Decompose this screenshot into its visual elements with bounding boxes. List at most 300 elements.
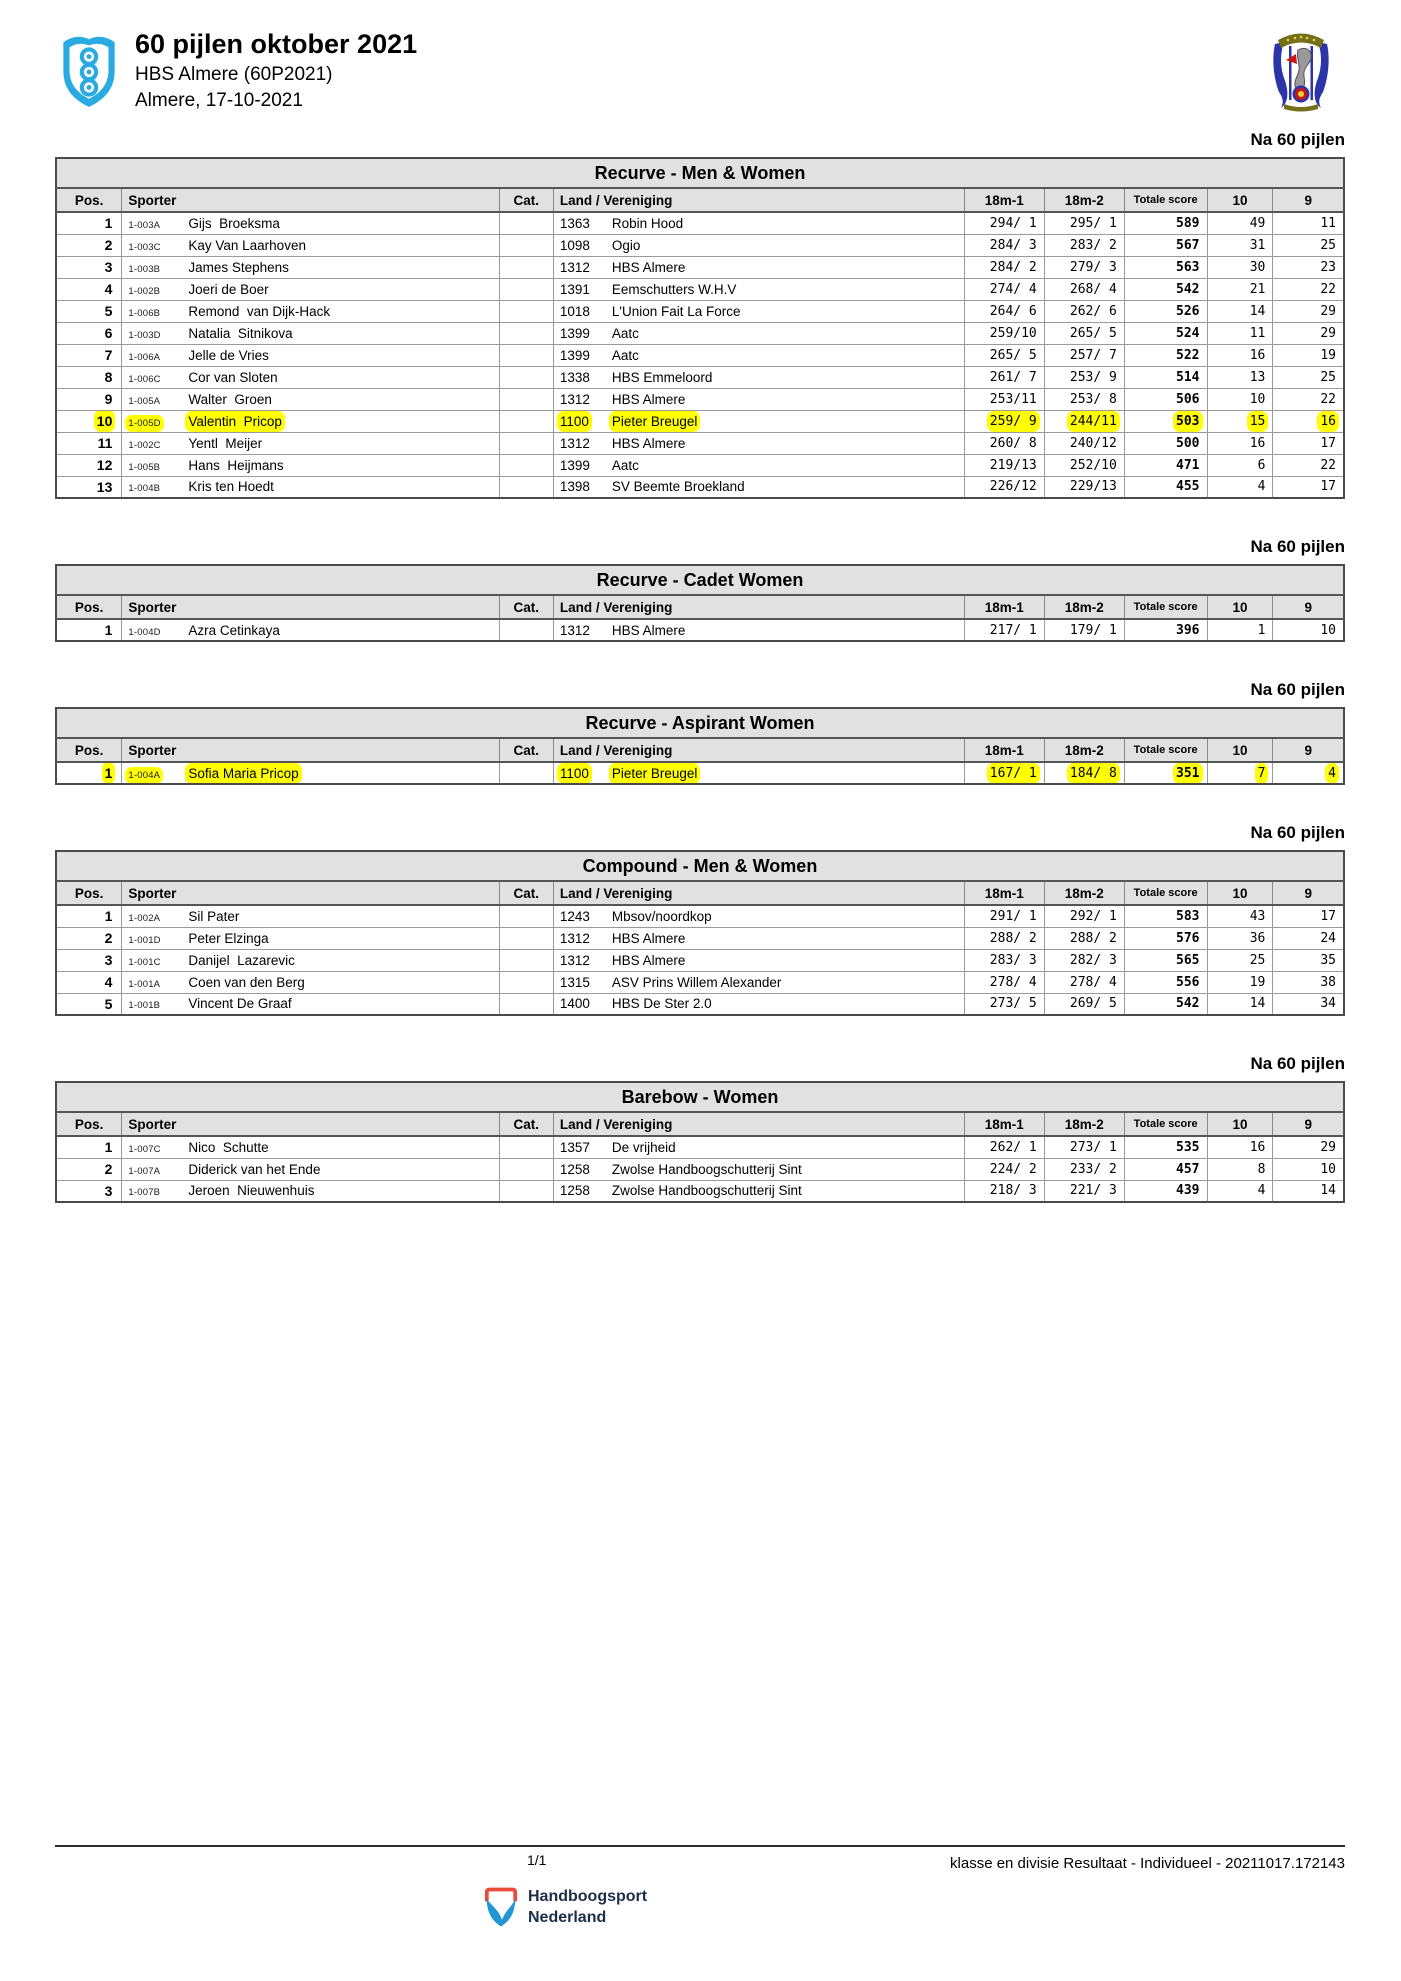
tens-count-cell	[1207, 366, 1273, 388]
sporter-code	[128, 286, 188, 297]
cell-value: 14	[1320, 1183, 1336, 1199]
table-row	[56, 1136, 1344, 1158]
sporter-cell-content	[128, 304, 492, 319]
results-table	[55, 850, 1345, 1016]
sporter-code	[128, 308, 188, 319]
header-text	[135, 28, 418, 112]
cell-value: 1312	[559, 622, 590, 638]
sporter-cell	[122, 993, 499, 1015]
table-title-row	[56, 708, 1344, 738]
land-cell	[553, 762, 964, 784]
sporter-cell-content	[128, 931, 492, 946]
land-cell-content	[560, 975, 958, 990]
cell-value: 29	[1320, 303, 1336, 319]
cell-value: 264/ 6	[989, 303, 1037, 319]
results-table	[55, 157, 1345, 499]
section-label: Na 60 pijlen	[1250, 823, 1345, 842]
sporter-cell-content	[128, 348, 492, 363]
cell-value: 292/ 1	[1069, 908, 1117, 924]
sporter-cell	[122, 762, 499, 784]
sporter-cell-content	[128, 216, 492, 231]
cell-value: 261/ 7	[989, 369, 1037, 385]
nines-count-cell	[1273, 432, 1344, 454]
nines-count-cell	[1273, 762, 1344, 784]
cell-value: 252/10	[1069, 457, 1117, 473]
score-18m1-cell	[964, 619, 1044, 641]
cell-value: 396	[1176, 622, 1200, 638]
sporter-cell	[122, 971, 499, 993]
cell-value: 25	[1320, 369, 1336, 385]
cat-cell	[499, 971, 553, 993]
score-18m2-cell	[1044, 993, 1124, 1015]
table-row	[56, 322, 1344, 344]
land-cell-content	[560, 216, 958, 231]
cell-value: HBS Almere	[611, 435, 686, 451]
tens-count-cell	[1207, 1158, 1273, 1180]
col-header-land: Land / Vereniging	[553, 595, 964, 619]
table-head	[56, 851, 1344, 905]
cell-value: Hans Heijmans	[188, 457, 284, 473]
cat-cell	[499, 949, 553, 971]
cell-value: 6	[1257, 457, 1266, 473]
cat-cell	[499, 476, 553, 498]
sporter-cell	[122, 300, 499, 322]
nines-count-cell	[1273, 971, 1344, 993]
cell-value: SV Beemte Broekland	[611, 479, 745, 495]
cat-cell	[499, 1180, 553, 1202]
cell-value: 3	[104, 1182, 113, 1199]
land-cell	[553, 344, 964, 366]
table-head	[56, 708, 1344, 762]
score-18m1-cell	[964, 762, 1044, 784]
nines-count-cell	[1273, 949, 1344, 971]
cell-value: HBS Almere	[611, 952, 686, 968]
cell-value: Pieter Breugel	[611, 765, 698, 781]
cell-value: Joeri de Boer	[188, 281, 269, 297]
sporter-cell	[122, 905, 499, 927]
score-18m1-cell	[964, 344, 1044, 366]
cell-value: 8	[1257, 1161, 1266, 1177]
cell-value: 5	[104, 995, 113, 1012]
cell-value: HBS Almere	[611, 391, 686, 407]
cell-value: 265/ 5	[989, 347, 1037, 363]
handboogsport-logo	[483, 1885, 519, 1930]
table-row	[56, 388, 1344, 410]
cell-value: Sofia Maria Pricop	[188, 765, 299, 781]
total-score-cell	[1124, 278, 1207, 300]
tens-count-cell	[1207, 212, 1273, 234]
total-score-cell	[1124, 905, 1207, 927]
footer-brand	[483, 1885, 647, 1930]
cell-value: 1	[1257, 622, 1266, 638]
sporter-code	[128, 352, 188, 363]
cell-value: 1-002A	[128, 912, 161, 924]
col-header-pos: Pos.	[56, 881, 122, 905]
club-number	[560, 975, 612, 990]
cell-value: 500	[1176, 435, 1200, 451]
land-cell-content	[560, 909, 958, 924]
sporter-code	[128, 374, 188, 385]
cell-value: ASV Prins Willem Alexander	[611, 974, 782, 990]
nines-count-cell	[1273, 300, 1344, 322]
cell-value: 17	[1320, 479, 1336, 495]
cell-value: 294/ 1	[989, 215, 1037, 231]
pos-cell	[56, 322, 122, 344]
cell-value: 1400	[559, 996, 590, 1012]
table-row	[56, 212, 1344, 234]
land-cell	[553, 322, 964, 344]
table-body	[56, 619, 1344, 641]
tens-count-cell	[1207, 344, 1273, 366]
total-score-cell	[1124, 949, 1207, 971]
table-row	[56, 454, 1344, 476]
almere-crest-logo	[1267, 26, 1335, 112]
score-18m1-cell	[964, 927, 1044, 949]
club-number	[560, 931, 612, 946]
cell-value: 23	[1320, 259, 1336, 275]
club-number	[560, 479, 612, 494]
sporter-cell	[122, 278, 499, 300]
cell-value: 1312	[559, 435, 590, 451]
cell-value: HBS Almere	[611, 930, 686, 946]
cell-value: 1-001C	[128, 956, 161, 968]
cell-value: 567	[1176, 237, 1200, 253]
footer-report-label: klasse en divisie Resultaat - Individueel - 20211017.172143	[950, 1855, 1345, 1872]
tens-count-cell	[1207, 993, 1273, 1015]
col-header-18m2: 18m-2	[1044, 1112, 1124, 1136]
sporter-cell	[122, 927, 499, 949]
cell-value: 1-002C	[128, 439, 161, 451]
club-number	[560, 216, 612, 231]
cell-value: 556	[1176, 974, 1200, 990]
total-score-cell	[1124, 993, 1207, 1015]
pos-cell	[56, 949, 122, 971]
total-score-cell	[1124, 256, 1207, 278]
cell-value: 1-001B	[128, 1000, 161, 1012]
sporter-cell-content	[128, 260, 492, 275]
cell-value: 1100	[559, 765, 589, 781]
sporter-cell-content	[128, 909, 492, 924]
sporter-code	[128, 1000, 188, 1011]
col-header-9: 9	[1273, 188, 1344, 212]
sporter-code	[128, 396, 188, 407]
cell-value: 4	[104, 974, 113, 990]
cat-cell	[499, 1158, 553, 1180]
results-table	[55, 564, 1345, 642]
col-header-10: 10	[1207, 595, 1273, 619]
total-score-cell	[1124, 432, 1207, 454]
land-cell	[553, 410, 964, 432]
table-row	[56, 366, 1344, 388]
column-header-row	[56, 1112, 1344, 1136]
page-header	[55, 0, 1345, 112]
cell-value: Jeroen Nieuwenhuis	[188, 1183, 315, 1199]
cell-value: 278/ 4	[1069, 974, 1117, 990]
table-head	[56, 565, 1344, 619]
cell-value: Kay Van Laarhoven	[188, 237, 306, 253]
cell-value: Vincent De Graaf	[188, 996, 292, 1012]
table-row	[56, 905, 1344, 927]
cell-value: 3	[104, 259, 113, 275]
tens-count-cell	[1207, 905, 1273, 927]
tens-count-cell	[1207, 322, 1273, 344]
cat-cell	[499, 410, 553, 432]
cat-cell	[499, 234, 553, 256]
col-header-9: 9	[1273, 1112, 1344, 1136]
cell-value: 524	[1176, 325, 1200, 341]
cell-value: 522	[1176, 347, 1200, 363]
col-header-sporter: Sporter	[122, 595, 499, 619]
sporter-cell	[122, 1180, 499, 1202]
table-row	[56, 993, 1344, 1015]
total-score-cell	[1124, 322, 1207, 344]
cell-value: 1-006A	[128, 351, 161, 363]
cell-value: 439	[1176, 1183, 1200, 1199]
col-header-18m1: 18m-1	[964, 738, 1044, 762]
total-score-cell	[1124, 619, 1207, 641]
cell-value: 253/ 8	[1069, 391, 1117, 407]
pos-cell	[56, 256, 122, 278]
page-number: 1/1	[527, 1852, 547, 1868]
cat-cell	[499, 905, 553, 927]
sporter-cell-content	[128, 1162, 492, 1177]
cat-cell	[499, 366, 553, 388]
pos-cell	[56, 344, 122, 366]
cell-value: 1-005B	[128, 461, 161, 473]
score-18m1-cell	[964, 410, 1044, 432]
cell-value: 38	[1320, 974, 1336, 990]
cell-value: 22	[1320, 281, 1336, 297]
pos-cell	[56, 1158, 122, 1180]
table-row	[56, 410, 1344, 432]
table-row	[56, 1180, 1344, 1202]
sporter-cell	[122, 212, 499, 234]
cell-value: 1243	[559, 908, 590, 924]
cell-value: HBS Almere	[611, 259, 686, 275]
cell-value: 16	[1249, 1139, 1266, 1155]
sporter-cell	[122, 388, 499, 410]
cat-cell	[499, 388, 553, 410]
score-18m2-cell	[1044, 762, 1124, 784]
score-18m2-cell	[1044, 927, 1124, 949]
nines-count-cell	[1273, 927, 1344, 949]
column-header-row	[56, 738, 1344, 762]
cell-value: 36	[1249, 930, 1266, 946]
cell-value: 43	[1249, 908, 1266, 924]
cell-value: 1399	[559, 347, 590, 363]
club-number	[560, 326, 612, 341]
pos-cell	[56, 927, 122, 949]
nines-count-cell	[1273, 1180, 1344, 1202]
table-row	[56, 927, 1344, 949]
pos-cell	[56, 278, 122, 300]
col-header-10: 10	[1207, 738, 1273, 762]
nines-count-cell	[1273, 1158, 1344, 1180]
col-header-cat: Cat.	[499, 595, 553, 619]
cell-value: 1-002B	[128, 285, 161, 297]
land-cell-content	[560, 996, 958, 1011]
cell-value: 221/ 3	[1069, 1183, 1117, 1199]
sporter-code	[128, 242, 188, 253]
score-18m1-cell	[964, 949, 1044, 971]
sporter-code	[128, 770, 188, 781]
col-header-land: Land / Vereniging	[553, 1112, 964, 1136]
cell-value: 179/ 1	[1069, 622, 1117, 638]
cell-value: 2	[104, 930, 113, 946]
sporter-cell	[122, 476, 499, 498]
land-cell-content	[560, 260, 958, 275]
cell-value: 1315	[559, 974, 590, 990]
col-header-18m2: 18m-2	[1044, 881, 1124, 905]
cell-value: 218/ 3	[989, 1183, 1037, 1199]
club-number	[560, 1140, 612, 1155]
land-cell-content	[560, 436, 958, 451]
cell-value: 11	[1320, 215, 1336, 231]
cell-value: Azra Cetinkaya	[188, 622, 280, 638]
tens-count-cell	[1207, 410, 1273, 432]
cell-value: 576	[1176, 930, 1200, 946]
score-18m2-cell	[1044, 322, 1124, 344]
cell-value: Yentl Meijer	[188, 435, 263, 451]
cat-cell	[499, 322, 553, 344]
cell-value: 1-006C	[128, 373, 161, 385]
sporter-code	[128, 627, 188, 638]
cell-value: 21	[1249, 281, 1266, 297]
score-18m1-cell	[964, 971, 1044, 993]
cell-value: Pieter Breugel	[611, 413, 698, 429]
cell-value: 1-005D	[128, 417, 161, 429]
table-title-row	[56, 565, 1344, 595]
sporter-cell	[122, 949, 499, 971]
section-label: Na 60 pijlen	[1250, 680, 1345, 699]
tens-count-cell	[1207, 1136, 1273, 1158]
score-18m1-cell	[964, 432, 1044, 454]
cell-value: 4	[104, 281, 113, 297]
table-row	[56, 971, 1344, 993]
land-cell-content	[560, 370, 958, 385]
col-header-sporter: Sporter	[122, 738, 499, 762]
cell-value: 1018	[559, 303, 590, 319]
col-header-18m1: 18m-1	[964, 1112, 1044, 1136]
cell-value: 11	[1249, 325, 1266, 341]
cell-value: 4	[1257, 1183, 1266, 1199]
table-body	[56, 1136, 1344, 1202]
cell-value: 1-004A	[128, 769, 161, 781]
total-score-cell	[1124, 366, 1207, 388]
sporter-cell-content	[128, 996, 492, 1011]
cell-value: L'Union Fait La Force	[611, 303, 741, 319]
footer-divider	[55, 1845, 1345, 1847]
cell-value: Ogio	[611, 237, 641, 253]
cell-value: 233/ 2	[1069, 1161, 1117, 1177]
cell-value: 279/ 3	[1069, 259, 1117, 275]
cell-value: 1-007C	[128, 1143, 161, 1155]
total-score-cell	[1124, 212, 1207, 234]
cell-value: Natalia Sitnikova	[188, 325, 293, 341]
club-number	[560, 282, 612, 297]
land-cell	[553, 278, 964, 300]
tens-count-cell	[1207, 454, 1273, 476]
cell-value: 259/ 9	[989, 413, 1037, 429]
club-number	[560, 414, 612, 429]
cell-value: Sil Pater	[188, 908, 240, 924]
cell-value: 1	[104, 1139, 113, 1156]
col-header-9: 9	[1273, 738, 1344, 762]
sporter-code	[128, 264, 188, 275]
cell-value: 1312	[559, 391, 590, 407]
sporter-code	[128, 1187, 188, 1198]
sporter-cell	[122, 366, 499, 388]
column-header-row	[56, 188, 1344, 212]
cell-value: 9	[104, 391, 113, 407]
cell-value: 229/13	[1069, 479, 1117, 495]
total-score-cell	[1124, 300, 1207, 322]
cell-value: 1-007A	[128, 1165, 161, 1177]
nines-count-cell	[1273, 322, 1344, 344]
cell-value: 283/ 2	[1069, 237, 1117, 253]
cat-cell	[499, 1136, 553, 1158]
cell-value: 278/ 4	[989, 974, 1037, 990]
score-18m1-cell	[964, 905, 1044, 927]
cell-value: 284/ 3	[989, 237, 1037, 253]
sporter-cell-content	[128, 370, 492, 385]
sporter-cell-content	[128, 414, 492, 429]
total-score-cell	[1124, 344, 1207, 366]
cat-cell	[499, 256, 553, 278]
sporter-cell-content	[128, 975, 492, 990]
cell-value: 260/ 8	[989, 435, 1037, 451]
score-18m2-cell	[1044, 410, 1124, 432]
score-18m2-cell	[1044, 234, 1124, 256]
cell-value: 1100	[559, 413, 589, 429]
club-number	[560, 1162, 612, 1177]
land-cell	[553, 993, 964, 1015]
table-row	[56, 234, 1344, 256]
cell-value: 1-003A	[128, 219, 161, 231]
cat-cell	[499, 993, 553, 1015]
cell-value: De vrijheid	[611, 1139, 676, 1155]
pos-cell	[56, 454, 122, 476]
cell-value: Diderick van het Ende	[188, 1161, 321, 1177]
sporter-cell-content	[128, 392, 492, 407]
nines-count-cell	[1273, 905, 1344, 927]
sporter-code	[128, 440, 188, 451]
pos-cell	[56, 993, 122, 1015]
results-table	[55, 707, 1345, 785]
cell-value: 457	[1176, 1161, 1200, 1177]
land-cell	[553, 432, 964, 454]
cell-value: 10	[1320, 622, 1336, 638]
score-18m1-cell	[964, 366, 1044, 388]
sporter-cell	[122, 432, 499, 454]
cell-value: 253/ 9	[1069, 369, 1117, 385]
cell-value: 351	[1176, 765, 1200, 781]
score-18m2-cell	[1044, 1158, 1124, 1180]
cell-value: 1363	[559, 215, 590, 231]
sporter-cell-content	[128, 436, 492, 451]
club-number	[560, 909, 612, 924]
cell-value: 1-003B	[128, 263, 161, 275]
score-18m1-cell	[964, 993, 1044, 1015]
cell-value: 6	[104, 325, 113, 341]
pos-cell	[56, 410, 122, 432]
score-18m1-cell	[964, 300, 1044, 322]
cell-value: 15	[1249, 413, 1266, 429]
table-row	[56, 949, 1344, 971]
score-18m1-cell	[964, 1158, 1044, 1180]
table-row	[56, 762, 1344, 784]
cell-value: 2	[104, 237, 113, 253]
